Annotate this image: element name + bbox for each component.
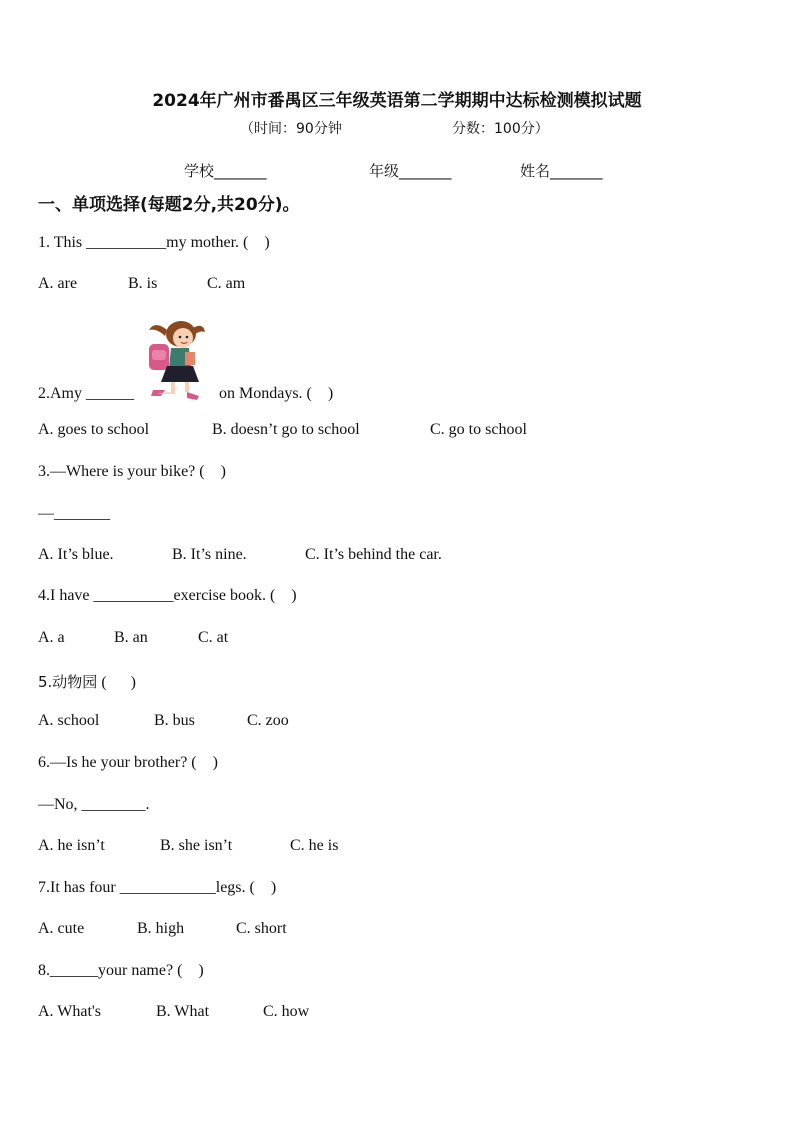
q6-option-c: C. he is	[290, 837, 339, 854]
q2-option-a: A. goes to school	[38, 421, 150, 438]
q5-option-b: B. bus	[154, 712, 195, 729]
q3-option-c: C. It’s behind the car.	[305, 546, 442, 563]
grade-field: 年级_______	[369, 162, 452, 180]
question-2-part-a: 2.Amy ______	[38, 385, 134, 402]
q6-answer-line: —No, ________.	[38, 796, 150, 813]
name-field: 姓名_______	[520, 162, 603, 180]
question-2-part-b: on Mondays. ( )	[219, 385, 334, 402]
q1-option-a: A. are	[38, 275, 78, 292]
q7-option-c: C. short	[236, 920, 287, 937]
q5-stem-tail: ( )	[97, 674, 136, 691]
q7-option-a: A. cute	[38, 920, 85, 937]
question-3: 3.—Where is your bike? ( )	[38, 463, 226, 480]
section-heading: 一、单项选择(每题2分,共20分)。	[38, 195, 300, 215]
q8-option-b: B. What	[156, 1003, 210, 1020]
question-8: 8.______your name? ( )	[38, 962, 204, 979]
q5-option-a: A. school	[38, 712, 100, 729]
q2-option-b: B. doesn’t go to school	[212, 421, 360, 438]
q4-option-b: B. an	[114, 629, 148, 646]
question-5	[38, 671, 136, 692]
q2-option-c: C. go to school	[430, 421, 527, 438]
q6-option-b: B. she isn’t	[160, 837, 233, 854]
q3-option-b: B. It’s nine.	[172, 546, 247, 563]
question-4: 4.I have __________exercise book. ( )	[38, 587, 297, 604]
q4-option-a: A. a	[38, 629, 65, 646]
question-1: 1. This __________my mother. ( )	[38, 234, 270, 251]
q7-option-b: B. high	[137, 920, 185, 937]
exam-score: 分数：100分）	[452, 121, 549, 137]
q5-stem-cjk: 5.动物园	[38, 673, 98, 691]
q3-option-a: A. It’s blue.	[38, 546, 114, 563]
q6-option-a: A. he isn’t	[38, 837, 105, 854]
q4-option-c: C. at	[198, 629, 229, 646]
school-field: 学校_______	[184, 162, 267, 180]
question-6: 6.—Is he your brother? ( )	[38, 754, 218, 771]
question-7: 7.It has four ____________legs. ( )	[38, 879, 277, 896]
q5-option-c: C. zoo	[247, 712, 289, 729]
girl-with-backpack-image	[143, 316, 207, 402]
exam-time: （时间：90分钟	[240, 121, 342, 137]
q8-option-c: C. how	[263, 1003, 310, 1020]
q3-answer-line: —_______	[38, 505, 110, 522]
q8-option-a: A. What's	[38, 1003, 102, 1020]
q1-option-b: B. is	[128, 275, 158, 292]
page-title: 2024年广州市番禺区三年级英语第二学期期中达标检测模拟试题	[152, 91, 642, 111]
q1-option-c: C. am	[207, 275, 246, 292]
